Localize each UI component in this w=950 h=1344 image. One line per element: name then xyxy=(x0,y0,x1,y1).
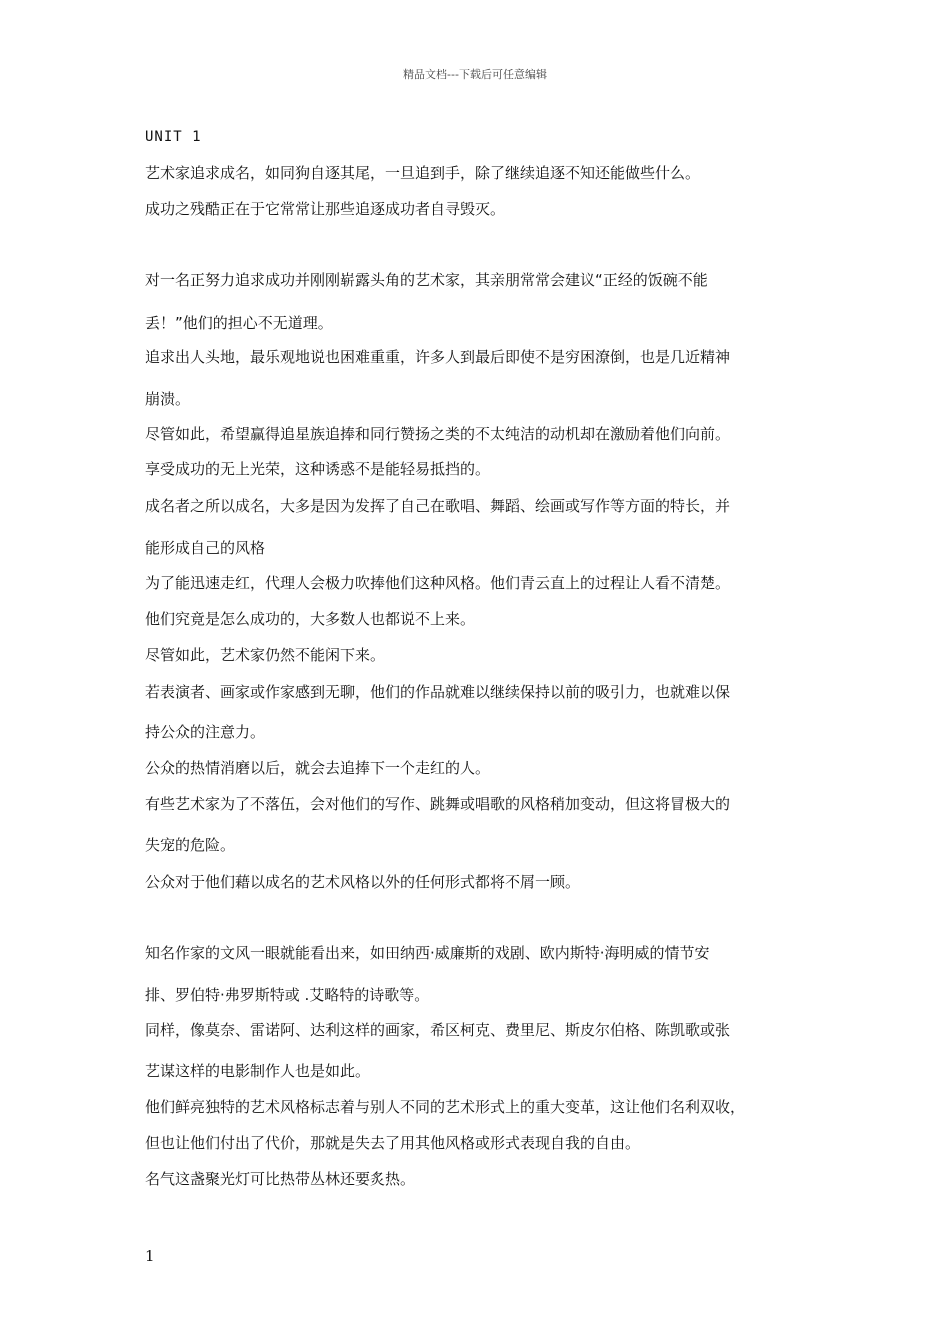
text-line: 排、罗伯特·弗罗斯特或 .艾略特的诗歌等。 xyxy=(145,986,430,1004)
text-line: 公众的热情消磨以后，就会去追捧下一个走红的人。 xyxy=(145,759,491,777)
text-line: 为了能迅速走红，代理人会极力吹捧他们这种风格。他们青云直上的过程让人看不清楚。 xyxy=(145,574,731,592)
text-line: 追求出人头地，最乐观地说也困难重重，许多人到最后即使不是穷困潦倒，也是几近精神 xyxy=(145,348,731,366)
text-line: 丢！”他们的担心不无道理。 xyxy=(145,314,333,332)
text-line: 失宠的危险。 xyxy=(145,836,236,854)
text-line: 有些艺术家为了不落伍，会对他们的写作、跳舞或唱歌的风格稍加变动，但这将冒极大的 xyxy=(145,795,731,813)
text-line: 若表演者、画家或作家感到无聊，他们的作品就难以继续保持以前的吸引力，也就难以保 xyxy=(145,683,731,701)
text-line: 享受成功的无上光荣，这种诱惑不是能轻易抵挡的。 xyxy=(145,460,491,478)
unit-title: UNIT 1 xyxy=(145,129,202,145)
page-number: 1 xyxy=(145,1247,155,1265)
page-header: 精品文档---下载后可任意编辑 xyxy=(403,68,547,81)
text-line: 他们究竟是怎么成功的，大多数人也都说不上来。 xyxy=(145,610,476,628)
text-line: 艺谋这样的电影制作人也是如此。 xyxy=(145,1062,371,1080)
text-line: 但也让他们付出了代价，那就是失去了用其他风格或形式表现自我的自由。 xyxy=(145,1134,641,1152)
text-line: 同样，像莫奈、雷诺阿、达利这样的画家，希区柯克、费里尼、斯皮尔伯格、陈凯歌或张 xyxy=(145,1021,731,1039)
text-line: 持公众的注意力。 xyxy=(145,723,266,741)
text-line: 公众对于他们藉以成名的艺术风格以外的任何形式都将不屑一顾。 xyxy=(145,873,581,891)
text-line: 艺术家追求成名，如同狗自逐其尾，一旦追到手，除了继续追逐不知还能做些什么。 xyxy=(145,164,701,182)
text-line: 崩溃。 xyxy=(145,390,191,408)
text-line: 知名作家的文风一眼就能看出来，如田纳西·威廉斯的戏剧、欧内斯特·海明威的情节安 xyxy=(145,944,710,962)
text-line: 成功之残酷正在于它常常让那些追逐成功者自寻毁灭。 xyxy=(145,200,506,218)
text-line: 尽管如此，艺术家仍然不能闲下来。 xyxy=(145,646,386,664)
text-line: 对一名正努力追求成功并刚刚崭露头角的艺术家，其亲朋常常会建议“正经的饭碗不能 xyxy=(145,271,708,289)
text-line: 名气这盏聚光灯可比热带丛林还要炙热。 xyxy=(145,1170,416,1188)
text-line: 成名者之所以成名，大多是因为发挥了自己在歌唱、舞蹈、绘画或写作等方面的特长，并 xyxy=(145,497,731,515)
text-line: 他们鲜亮独特的艺术风格标志着与别人不同的艺术形式上的重大变革，这让他们名利双收， xyxy=(145,1098,746,1116)
text-line: 尽管如此，希望赢得追星族追捧和同行赞扬之类的不太纯洁的动机却在激励着他们向前。 xyxy=(145,425,731,443)
text-line: 能形成自己的风格 xyxy=(145,539,266,557)
